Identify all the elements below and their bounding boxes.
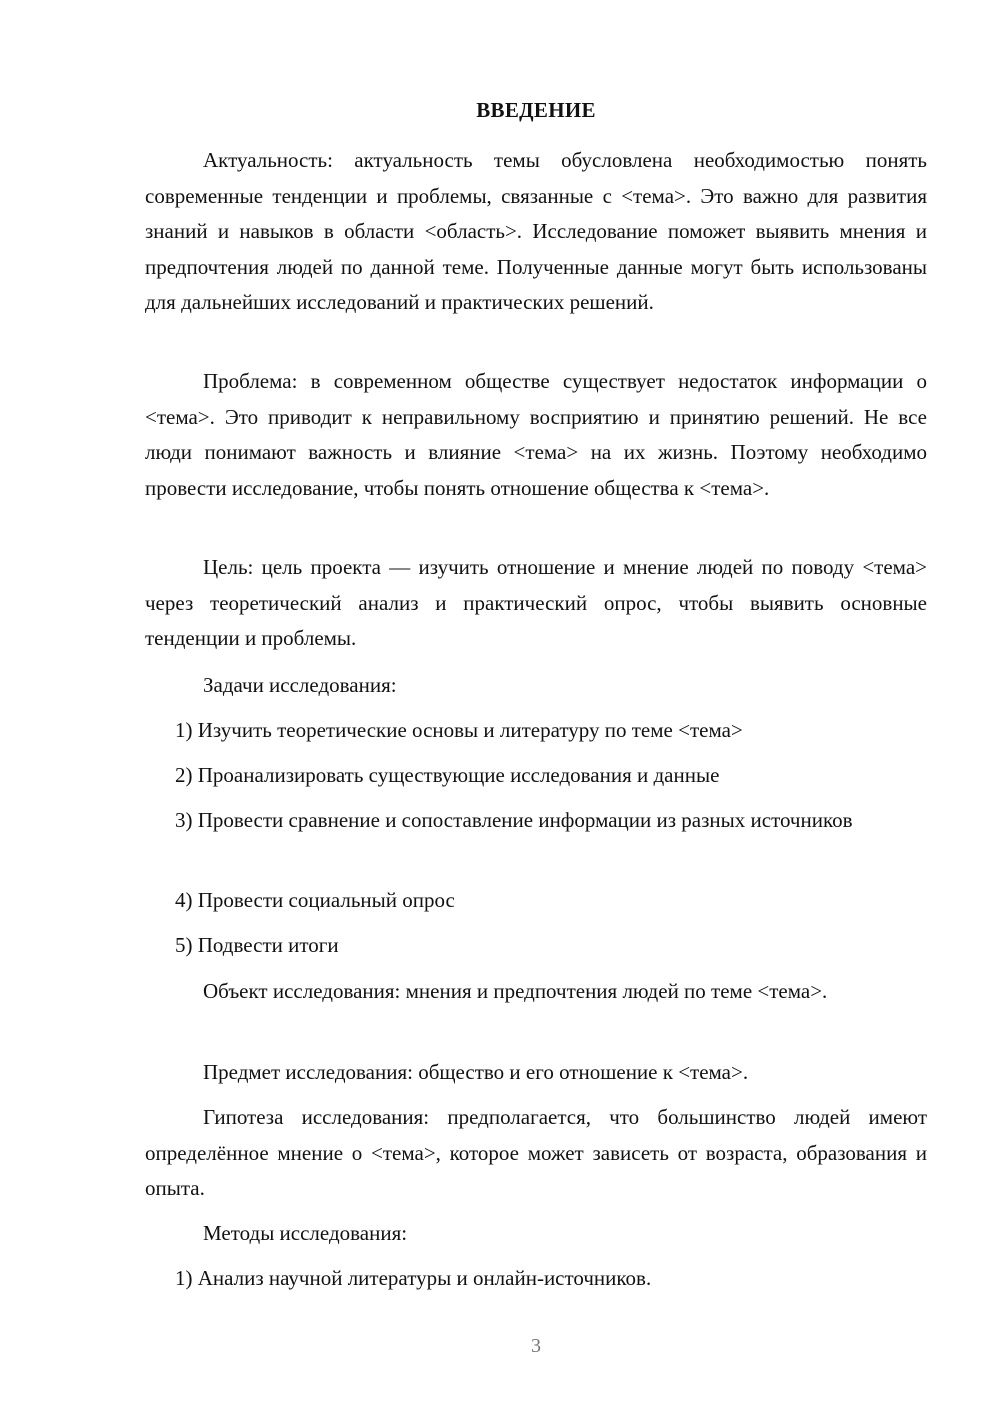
task-item-3: 3) Провести сравнение и сопоставление информации из разных источников	[175, 808, 853, 832]
task-item-2: 2) Проанализировать существующие исследования и данные	[175, 763, 720, 787]
paragraph-hypothesis: Гипотеза исследования: предполагается, что большинство людей имеют определённое мнение о <тема>, которое может зависеть от возраста, образования и опыта.	[145, 1105, 927, 1200]
tasks-heading: Задачи исследования:	[203, 673, 397, 697]
section-title: ВВЕДЕНИЕ	[476, 98, 596, 122]
paragraph-object: Объект исследования: мнения и предпочтения людей по теме <тема>.	[203, 979, 828, 1003]
methods-heading: Методы исследования:	[203, 1221, 408, 1245]
task-item-1: 1) Изучить теоретические основы и литературу по теме <тема>	[175, 718, 743, 742]
task-item-4: 4) Провести социальный опрос	[175, 888, 455, 912]
paragraph-subject: Предмет исследования: общество и его отношение к <тема>.	[203, 1060, 749, 1084]
method-item-1: 1) Анализ научной литературы и онлайн-источников.	[175, 1266, 652, 1290]
page-number: 3	[531, 1335, 541, 1357]
paragraph-goal: Цель: цель проекта — изучить отношение и мнение людей по поводу <тема> через теоретический анализ и практический опрос, чтобы выявить основные тенденции и проблемы.	[145, 555, 927, 650]
paragraph-problem: Проблема: в современном обществе существует недостаток информации о <тема>. Это приводит к неправильному восприятию и принятию решений. Не все люди понимают важность и влияние <тема> на их жизнь. Поэтому необходимо провести исследование, чтобы понять отношение общества к <тема>.	[145, 369, 927, 500]
task-item-5: 5) Подвести итоги	[175, 933, 339, 957]
paragraph-relevance: Актуальность: актуальность темы обусловлена необходимостью понять современные тенденции и проблемы, связанные с <тема>. Это важно для развития знаний и навыков в области <область>. Исследование поможет выявить мнения и предпочтения людей по данной теме. Полученные данные могут быть использованы для дальнейших исследований и практических решений.	[145, 148, 927, 314]
